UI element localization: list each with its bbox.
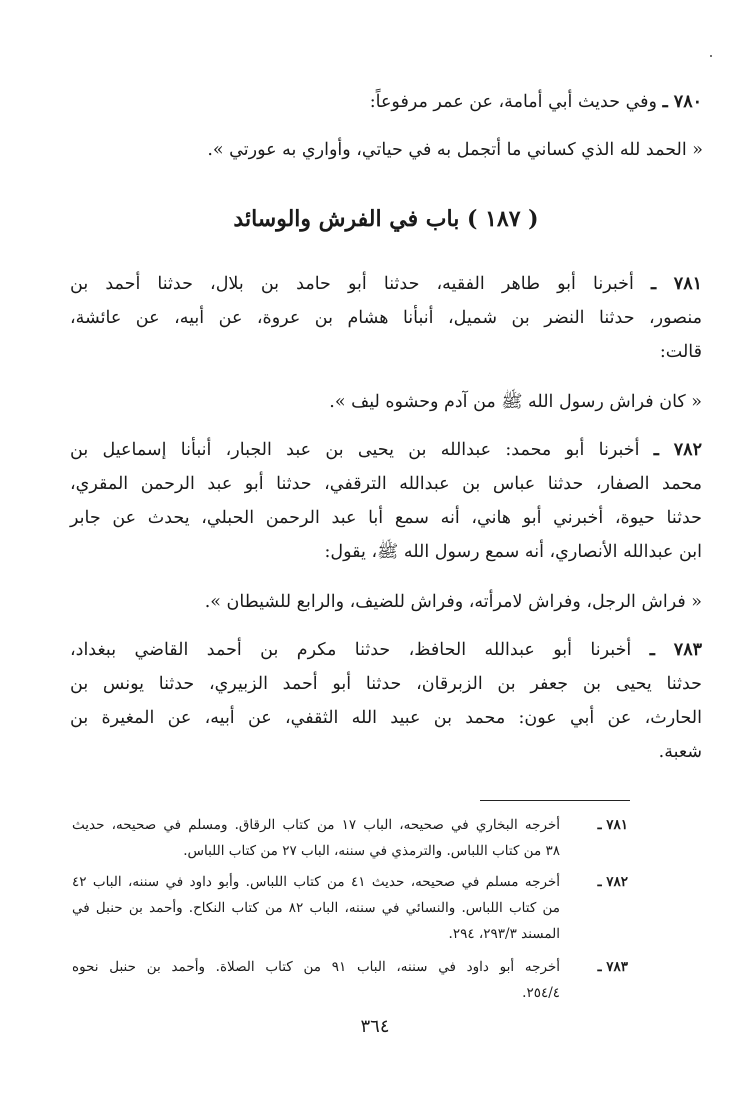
footnote-781-line-2: ٣٨ من كتاب اللباس. والترمذي في سننه، الباب ٢٧ من كتاب اللباس. — [183, 843, 560, 859]
hadith-783-number: ٧٨٣ ـ — [649, 640, 702, 660]
footnote-782-number: ٧٨٢ ـ — [597, 874, 628, 890]
hadith-782-line-3: حدثنا حيوة، أخبرني أبو هاني، أنه سمع أبا عبد الرحمن الحبلي، يحدث عن جابر — [70, 508, 702, 528]
hadith-781-line-2: منصور، حدثنا النضر بن شميل، أنبأنا هشام بن عروة، عن أبيه، عن عائشة، — [70, 308, 702, 328]
hadith-783-line-2: حدثنا يحيى بن جعفر بن الزبرقان، حدثنا أبو أحمد الزبيري، حدثنا يونس بن — [70, 674, 702, 694]
hadith-780-intro-line — [70, 89, 702, 115]
page-number: ٣٦٤ — [360, 1016, 390, 1037]
footnote-783-number: ٧٨٣ ـ — [597, 959, 628, 975]
hadith-783-line-3: الحارث، عن أبي عون: محمد بن عبيد الله الثقفي، عن أبيه، عن المغيرة بن — [70, 708, 702, 728]
hadith-783-line-4: شعبة. — [658, 742, 702, 762]
footnote-781-line-1: أخرجه البخاري في صحيحه، الباب ١٧ من كتاب الرقاق. ومسلم في صحيحه، حديث — [72, 817, 560, 833]
hadith-781-number: ٧٨١ ـ — [651, 274, 702, 294]
footnote-separator — [480, 800, 630, 801]
hadith-782-line-4: ابن عبدالله الأنصاري، أنه سمع رسول الله ﷺ، يقول: — [324, 542, 702, 562]
footnote-782-line-1: أخرجه مسلم في صحيحه، حديث ٤١ من كتاب اللباس. وأبو داود في سننه، الباب ٤٢ — [72, 874, 560, 890]
chapter-heading: ( ١٨٧ ) باب في الفرش والوسائد — [233, 206, 539, 232]
hadith-782-text-1: أخبرنا أبو محمد: عبدالله بن يحيى بن عبد الجبار، أنبأنا إسماعيل بن — [70, 440, 640, 460]
hadith-782-quote: « فراش الرجل، وفراش لامرأته، وفراش للضيف، والرابع للشيطان ». — [204, 592, 702, 612]
footnote-783-line-2: ٢٥٤/٤. — [522, 985, 560, 1001]
hadith-780-intro: وفي حديث أبي أمامة، عن عمر مرفوعاً: — [369, 92, 657, 112]
hadith-781-line-1 — [70, 271, 702, 297]
hadith-782-line-1 — [70, 437, 702, 463]
footnote-781-number: ٧٨١ ـ — [597, 817, 628, 833]
hadith-780-number: ٧٨٠ ـ — [662, 92, 702, 112]
hadith-782-number: ٧٨٢ ـ — [653, 440, 702, 460]
footnote-782-line-2: من كتاب اللباس. والنسائي في سننه، الباب ٨٢ من كتاب النكاح. وأحمد بن حنبل في — [72, 900, 560, 916]
hadith-781-quote: « كان فراش رسول الله ﷺ من آدم وحشوه ليف ». — [329, 392, 702, 412]
page-speck — [710, 55, 712, 57]
hadith-780-quote: « الحمد لله الذي كساني ما أتجمل به في حياتي، وأواري به عورتي ». — [207, 140, 703, 160]
hadith-781-line-3: قالت: — [659, 342, 702, 362]
hadith-783-line-1 — [70, 637, 702, 663]
hadith-782-line-2: محمد الصفار، حدثنا عباس بن عبدالله الترقفي، حدثنا أبو عبد الرحمن المقري، — [70, 474, 702, 494]
hadith-781-text-1: أخبرنا أبو طاهر الفقيه، حدثنا أبو حامد بن بلال، حدثنا أحمد بن — [70, 274, 634, 294]
footnote-783-line-1: أخرجه أبو داود في سننه، الباب ٩١ من كتاب الصلاة. وأحمد بن حنبل نحوه — [72, 959, 561, 975]
hadith-783-text-1: أخبرنا أبو عبدالله الحافظ، حدثنا مكرم بن أحمد القاضي ببغداد، — [70, 640, 632, 660]
footnote-782-line-3: المسند ٢٩٣/٣، ٢٩٤. — [448, 926, 560, 942]
